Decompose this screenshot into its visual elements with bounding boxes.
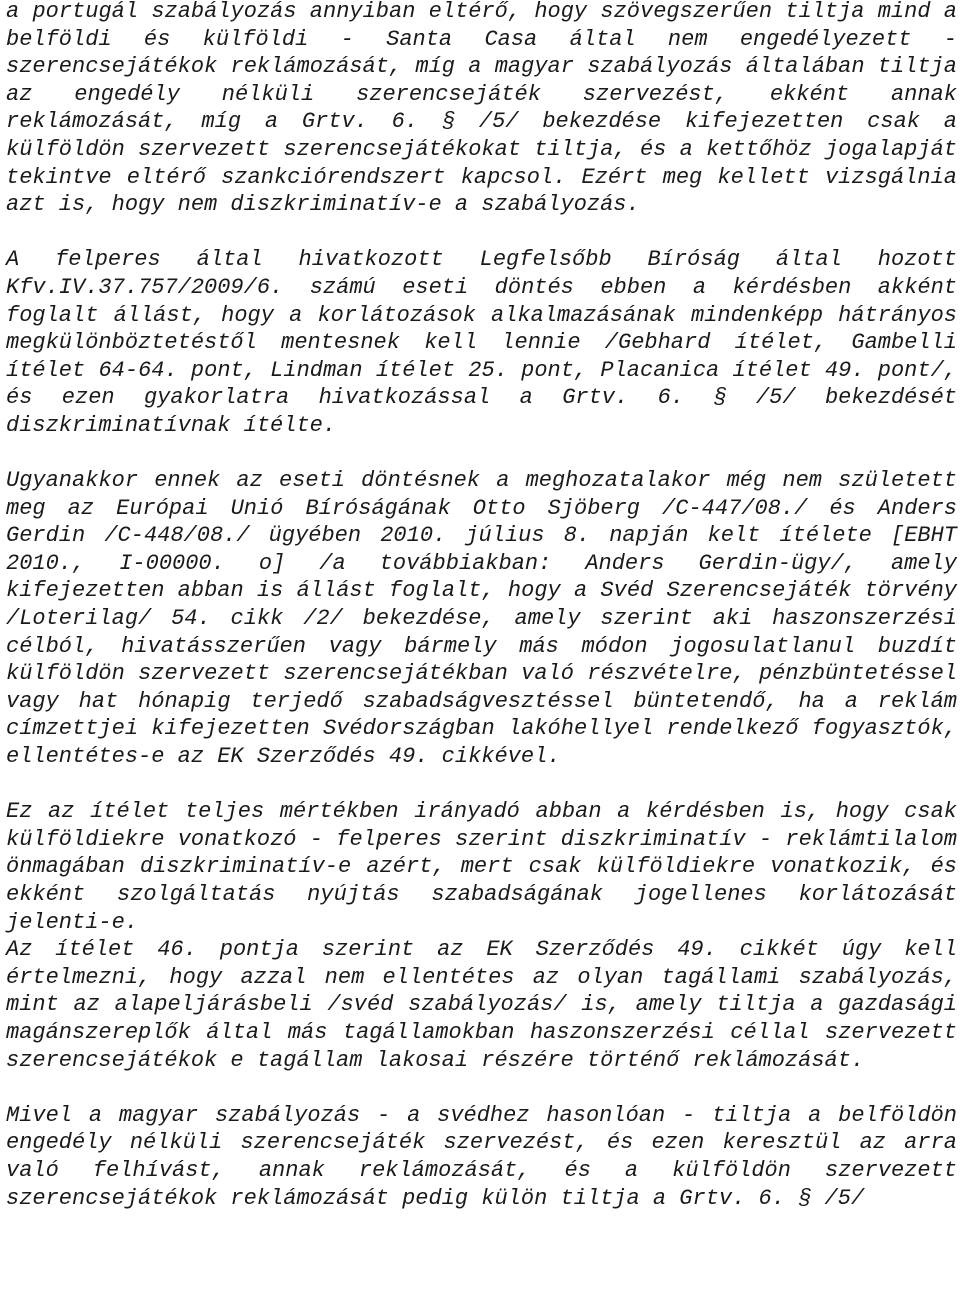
paragraph-point-46: Az ítélet 46. pontja szerint az EK Szerződés 49. cikkét úgy kell értelmezni, hogy azzal nem ellentétes az olyan tagállami szabályozás, mint az alapeljárásbeli /svéd szabályozás/ is, amely tiltja a gazdasági magánszereplők által más tagállamokban haszonszerzési céllal szervezett szerencsejátékok e tagállam lakosai részére történő reklámozását.: [6, 937, 957, 1073]
paragraph-supreme-court-ruling: A felperes által hivatkozott Legfelsőbb Bíróság által hozott Kfv.IV.37.757/2009/6. számú eseti döntés ebben a kérdésben akként foglalt állást, hogy a korlátozások alkalmazásának mindenképp hátrányos megkülönböztetéstől mentesnek kell lennie /Gebhard ítélet, Gambelli ítélet 64-64. pont, Lindman ítélet 25. pont, Placanica ítélet 49. pont/, és ezen gyakorlatra hivatkozással a Grtv. 6. § /5/ bekezdését diszkriminatívnak ítélte.: [6, 247, 957, 438]
paragraph-portugal-comparison: a portugál szabályozás annyiban eltérő, hogy szövegszerűen tiltja mind a belföldi és külföldi - Santa Casa által nem engedélyezett - szerencsejátékok reklámozását, míg a magyar szabályozás általában tiltja az engedély nélküli szerencsejáték szervezést, ekként annak reklámozását, míg a Grtv. 6. § /5/ bekezdése kifejezetten csak a külföldön szervezett szerencsejátékokat tiltja, és a kettőhöz jogalapját tekintve eltérő szankciórendszert kapcsol. Ezért meg kellett vizsgálnia azt is, hogy nem diszkriminatív-e a szabályozás.: [6, 0, 957, 218]
paragraph-gerdin-case: Ugyanakkor ennek az eseti döntésnek a meghozatalakor még nem született meg az Európai Unió Bíróságának Otto Sjöberg /C-447/08./ és Anders Gerdin /C-448/08./ ügyében 2010. július 8. napján kelt ítélete [EBHT 2010., I-00000. o] /a továbbiakban: Anders Gerdin-ügy/, amely kifejezetten abban is állást foglalt, hogy a Svéd Szerencsejáték törvény /Loterilag/ 54. cikk /2/ bekezdése, amely szerint aki haszonszerzési célból, hivatásszerűen vagy bármely más módon jogosulatlanul buzdít külföldön szervezett szerencsejátékban való részvételre, pénzbüntetéssel vagy hat hónapig terjedő szabadságvesztéssel büntetendő, ha a reklám címzettjei kifejezetten Svédországban lakóhellyel rendelkező fogyasztók, ellentétes-e az EK Szerződés 49. cikkével.: [6, 468, 957, 770]
paragraph-hungarian-regulation: Mivel a magyar szabályozás - a svédhez hasonlóan - tiltja a belföldön engedély nélküli szerencsejáték szervezést, és ezen keresztül az arra való felhívást, annak reklámozását, és a külföldön szervezett szerencsejátékok reklámozását pedig külön tiltja a Grtv. 6. § /5/: [6, 1102, 957, 1211]
paragraph-ruling-applicability: Ez az ítélet teljes mértékben irányadó abban a kérdésben is, hogy csak külföldiekre vonatkozó - felperes szerint diszkriminatív - reklámtilalom önmagában diszkriminatív-e azért, mert csak külföldiekre vonatkozik, és ekként szolgáltatás nyújtás szabadságának jogellenes korlátozását jelenti-e.: [6, 799, 957, 935]
